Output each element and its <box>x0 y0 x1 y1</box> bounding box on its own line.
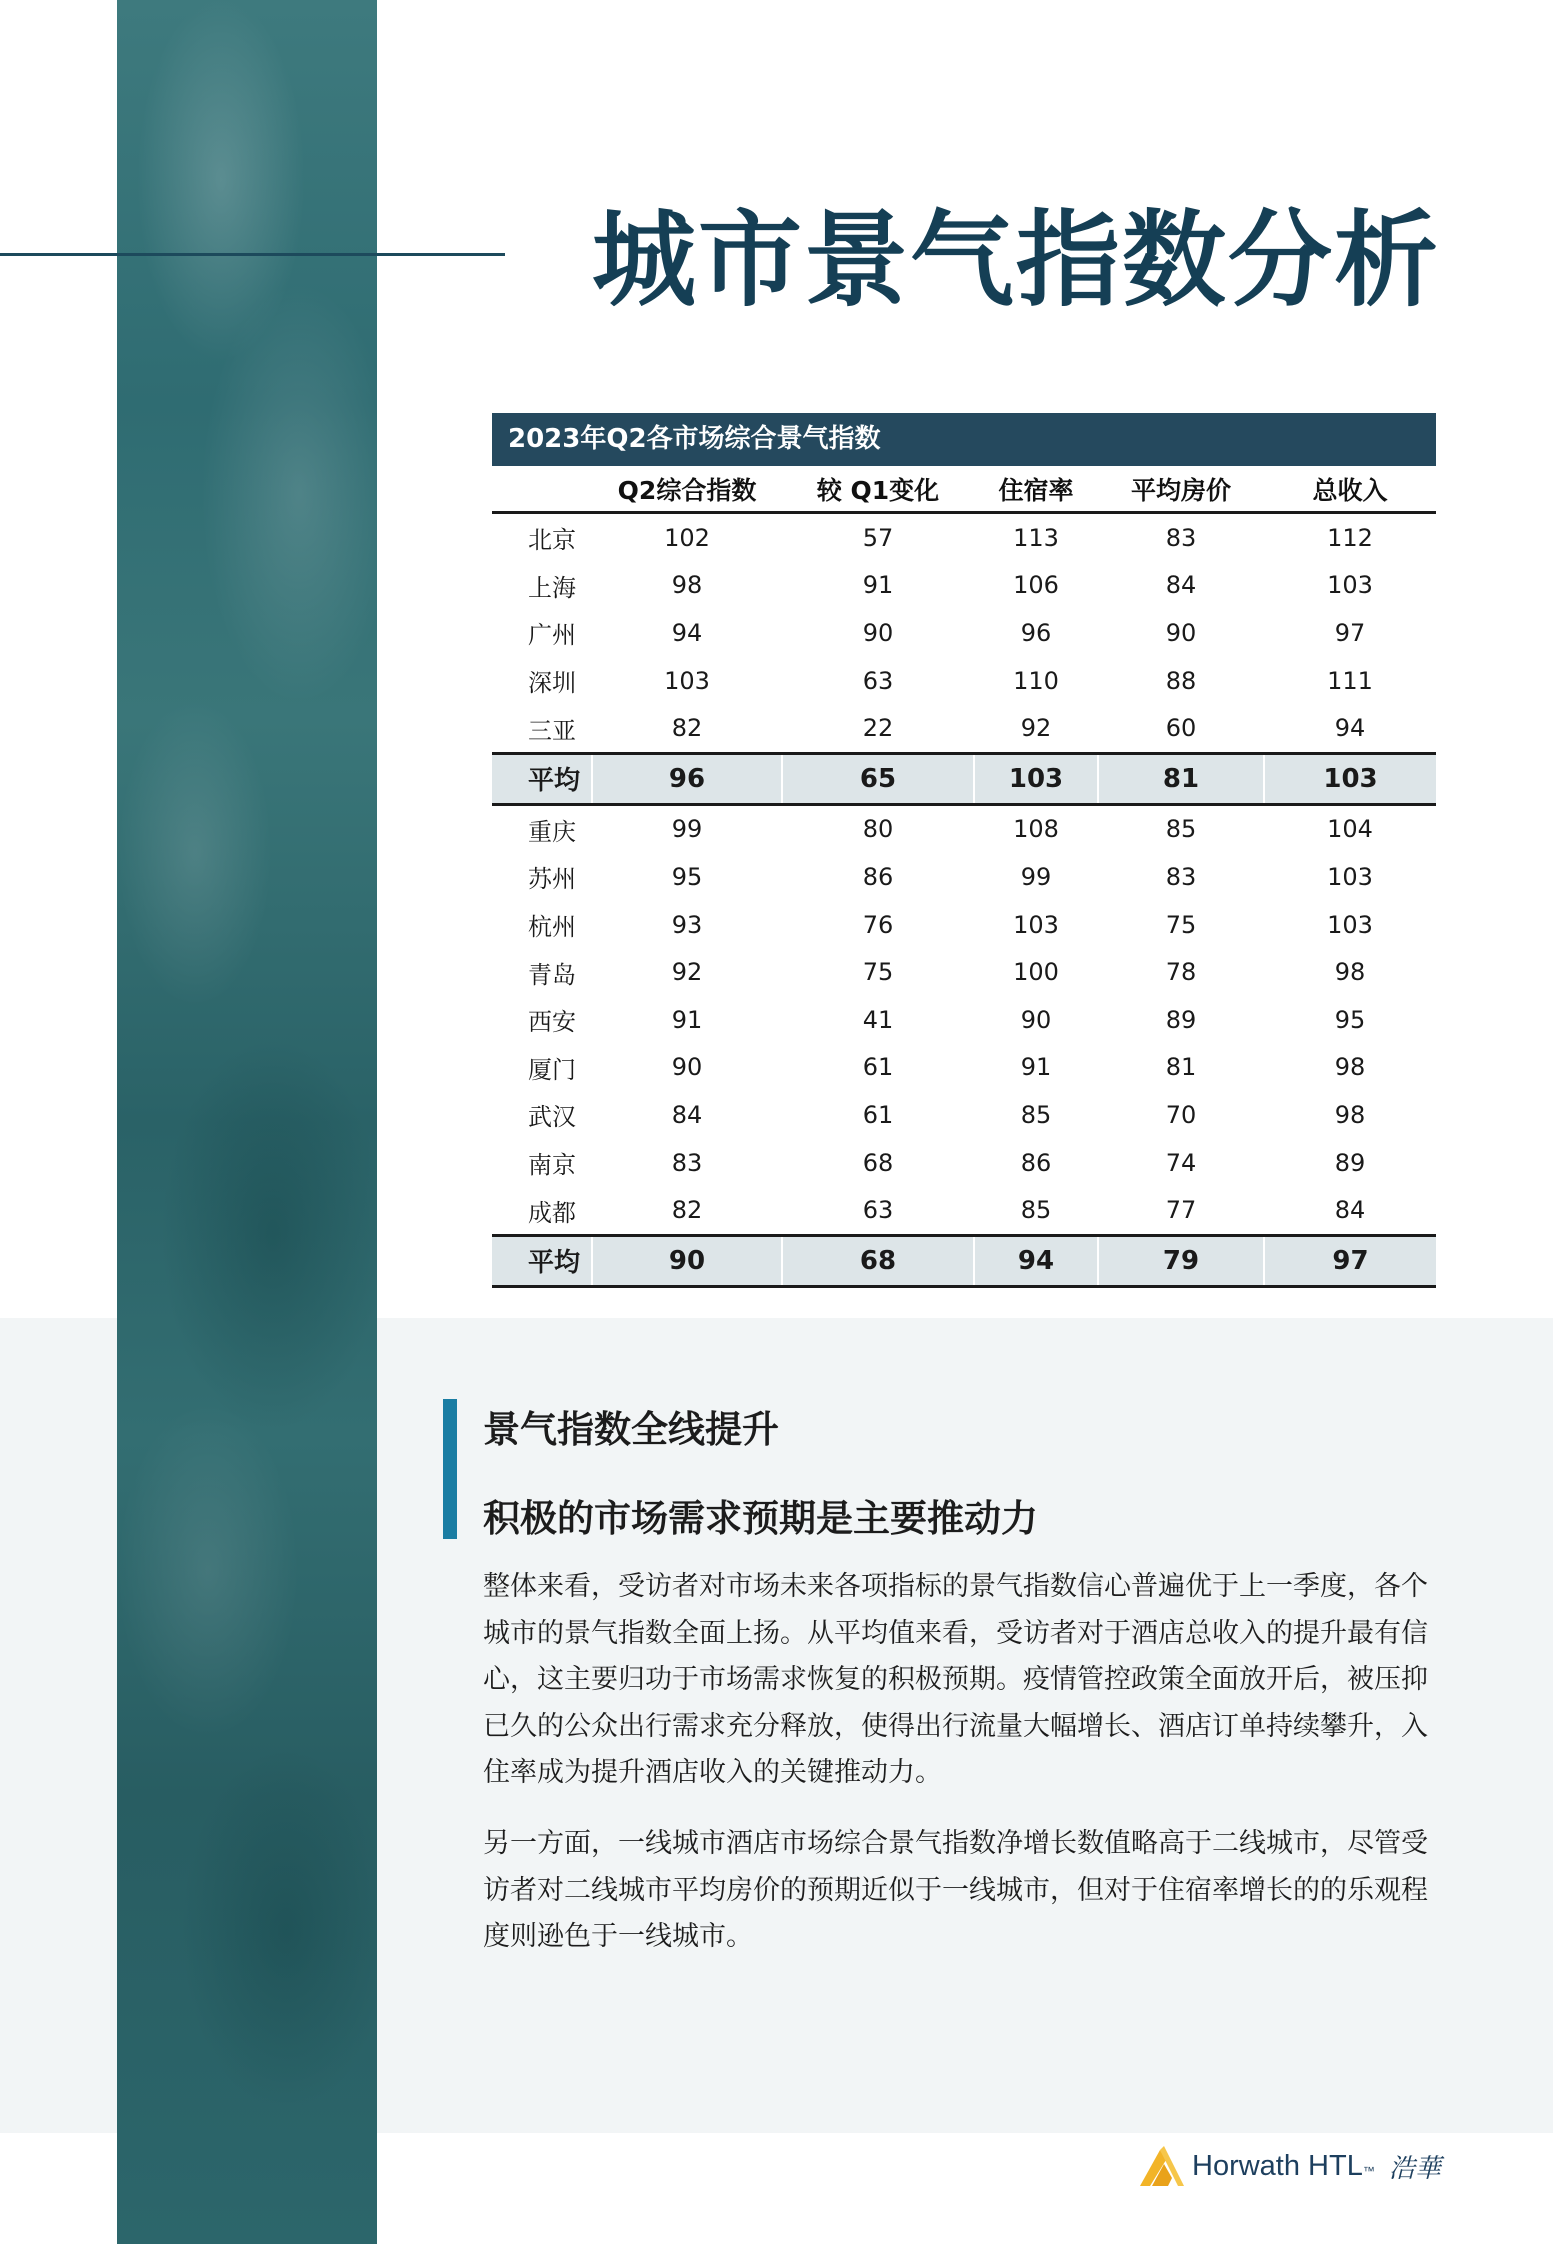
table-cell: 68 <box>782 1235 974 1286</box>
table-header-row <box>492 466 1436 513</box>
table-cell: 88 <box>1165 666 1197 695</box>
table-cell: 111 <box>1327 666 1373 695</box>
table-cell: 94 <box>671 618 703 647</box>
table-cell: 94 <box>974 1235 1098 1286</box>
table-cell: 103 <box>974 753 1098 804</box>
table-row <box>492 996 1436 1044</box>
table-cell: 85 <box>1165 815 1197 844</box>
table-row <box>492 1044 1436 1092</box>
table-cell: 77 <box>1165 1196 1197 1225</box>
average-row <box>492 1235 1436 1286</box>
table-cell: 103 <box>1013 910 1059 939</box>
table-cell: 104 <box>1327 815 1373 844</box>
table-row <box>492 609 1436 657</box>
city-name: 南京 <box>528 1151 576 1180</box>
city-name: 武汉 <box>528 1103 576 1132</box>
table-cell: 98 <box>1334 1100 1366 1129</box>
table-cell: 82 <box>671 714 703 743</box>
table-row <box>492 901 1436 949</box>
header-q2-index: Q2综合指数 <box>592 466 782 513</box>
table-cell: 70 <box>1165 1100 1197 1129</box>
table-cell: 75 <box>862 958 894 987</box>
table-cell: 94 <box>1334 714 1366 743</box>
table-cell: 83 <box>1165 523 1197 552</box>
table-cell: 89 <box>1165 1005 1197 1034</box>
table-cell: 86 <box>1020 1148 1052 1177</box>
decorative-texture-strip <box>117 0 377 2244</box>
table-cell: 95 <box>671 862 703 891</box>
logo-chinese-text: 浩華 <box>1388 2153 1441 2184</box>
header-avg-rate: 平均房价 <box>1098 466 1264 513</box>
city-name: 重庆 <box>528 817 576 846</box>
table-cell: 61 <box>862 1053 894 1082</box>
table-cell: 99 <box>671 815 703 844</box>
city-name: 三亚 <box>528 716 576 745</box>
table-cell: 79 <box>1098 1235 1264 1286</box>
table-cell: 103 <box>1264 753 1436 804</box>
table-cell: 113 <box>1013 523 1059 552</box>
table-cell: 95 <box>1334 1005 1366 1034</box>
section-heading-2: 积极的市场需求预期是主要推动力 <box>483 1497 1038 1540</box>
table-cell: 100 <box>1013 958 1059 987</box>
table-row <box>492 562 1436 610</box>
table-cell: 90 <box>1020 1005 1052 1034</box>
header-total-revenue: 总收入 <box>1264 466 1436 513</box>
city-name: 深圳 <box>528 669 576 698</box>
paragraph-2: 另一方面，一线城市酒店市场综合景气指数净增长数值略高于二线城市，尽管受访者对二线城市平均房价的预期近似于一线城市，但对于住宿率增长的的乐观程度则逊色于一线城市。 <box>483 1828 1428 1952</box>
table-cell: 84 <box>671 1100 703 1129</box>
table-cell: 106 <box>1013 571 1059 600</box>
average-label: 平均 <box>492 1235 592 1286</box>
table-cell: 97 <box>1334 618 1366 647</box>
table-cell: 103 <box>1327 910 1373 939</box>
table-cell: 103 <box>1327 571 1373 600</box>
table-row <box>492 1186 1436 1235</box>
header-occupancy: 住宿率 <box>974 466 1098 513</box>
table-cell: 91 <box>862 571 894 600</box>
table-cell: 112 <box>1327 523 1373 552</box>
table-cell: 91 <box>671 1005 703 1034</box>
title-rule <box>0 253 505 256</box>
table-caption: 2023年Q2各市场综合景气指数 <box>492 413 1436 466</box>
table-cell: 85 <box>1020 1196 1052 1225</box>
table-cell: 98 <box>671 571 703 600</box>
city-name: 成都 <box>528 1198 576 1227</box>
table-cell: 83 <box>671 1148 703 1177</box>
table-cell: 92 <box>671 958 703 987</box>
city-name: 上海 <box>528 573 576 602</box>
table-cell: 102 <box>664 523 710 552</box>
table-row <box>492 804 1436 853</box>
table-cell: 61 <box>862 1100 894 1129</box>
table-cell: 96 <box>592 753 782 804</box>
table-cell: 63 <box>862 666 894 695</box>
table-cell: 98 <box>1334 958 1366 987</box>
table-row <box>492 513 1436 562</box>
table-cell: 92 <box>1020 714 1052 743</box>
table-cell: 78 <box>1165 958 1197 987</box>
table-body <box>492 513 1436 1287</box>
table-cell: 76 <box>862 910 894 939</box>
city-name: 苏州 <box>528 865 576 894</box>
table-cell: 103 <box>664 666 710 695</box>
city-name: 青岛 <box>528 960 576 989</box>
table-cell: 86 <box>862 862 894 891</box>
city-name: 西安 <box>528 1008 576 1037</box>
heading-accent-bar <box>443 1399 457 1539</box>
table-cell: 41 <box>862 1005 894 1034</box>
table-cell: 81 <box>1165 1053 1197 1082</box>
table-cell: 84 <box>1165 571 1197 600</box>
table-cell: 74 <box>1165 1148 1197 1177</box>
header-change-vs-q1: 较 Q1变化 <box>782 466 974 513</box>
table-cell: 99 <box>1020 862 1052 891</box>
index-table <box>492 466 1436 1288</box>
table-cell: 63 <box>862 1196 894 1225</box>
table-row <box>492 853 1436 901</box>
table-cell: 68 <box>862 1148 894 1177</box>
table-cell: 65 <box>782 753 974 804</box>
city-name: 广州 <box>528 621 576 650</box>
table-cell: 97 <box>1264 1235 1436 1286</box>
logo-mark-icon <box>1138 2144 1188 2188</box>
table-cell: 83 <box>1165 862 1197 891</box>
table-cell: 60 <box>1165 714 1197 743</box>
table-cell: 90 <box>1165 618 1197 647</box>
table-cell: 85 <box>1020 1100 1052 1129</box>
average-label: 平均 <box>492 753 592 804</box>
city-name: 北京 <box>528 526 576 555</box>
page-title: 城市景气指数分析 <box>592 198 1441 321</box>
table-cell: 90 <box>671 1053 703 1082</box>
average-row <box>492 753 1436 804</box>
table-row <box>492 657 1436 705</box>
city-name: 杭州 <box>528 913 576 942</box>
table-cell: 90 <box>862 618 894 647</box>
table-cell: 96 <box>1020 618 1052 647</box>
table-row <box>492 1139 1436 1187</box>
table-row <box>492 1091 1436 1139</box>
table-cell: 93 <box>671 910 703 939</box>
table-cell: 22 <box>862 714 894 743</box>
table-cell: 90 <box>592 1235 782 1286</box>
table-cell: 103 <box>1327 862 1373 891</box>
table-cell: 91 <box>1020 1053 1052 1082</box>
header-city <box>492 466 592 513</box>
table-cell: 84 <box>1334 1196 1366 1225</box>
table-cell: 98 <box>1334 1053 1366 1082</box>
table-row <box>492 704 1436 753</box>
city-name: 厦门 <box>528 1055 576 1084</box>
index-table-container <box>492 413 1436 1288</box>
table-row <box>492 948 1436 996</box>
paragraph-1: 整体来看，受访者对市场未来各项指标的景气指数信心普遍优于上一季度，各个城市的景气指数全面上扬。从平均值来看，受访者对于酒店总收入的提升最有信心，这主要归功于市场需求恢复的积极预期。疫情管控政策全面放开后，被压抑已久的公众出行需求充分释放，使得出行流量大幅增长、酒店订单持续攀升，入住率成为提升酒店收入的关键推动力。 <box>483 1571 1428 1788</box>
table-cell: 80 <box>862 815 894 844</box>
table-cell: 110 <box>1013 666 1059 695</box>
section-heading-1: 景气指数全线提升 <box>483 1408 779 1451</box>
table-cell: 75 <box>1165 910 1197 939</box>
table-cell: 89 <box>1334 1148 1366 1177</box>
table-cell: 82 <box>671 1196 703 1225</box>
table-cell: 108 <box>1013 815 1059 844</box>
horwath-htl-logo <box>1138 2143 1448 2189</box>
table-cell: 81 <box>1098 753 1264 804</box>
table-cell: 57 <box>862 523 894 552</box>
logo-brand-text: Horwath HTL™ <box>1192 2149 1375 2182</box>
